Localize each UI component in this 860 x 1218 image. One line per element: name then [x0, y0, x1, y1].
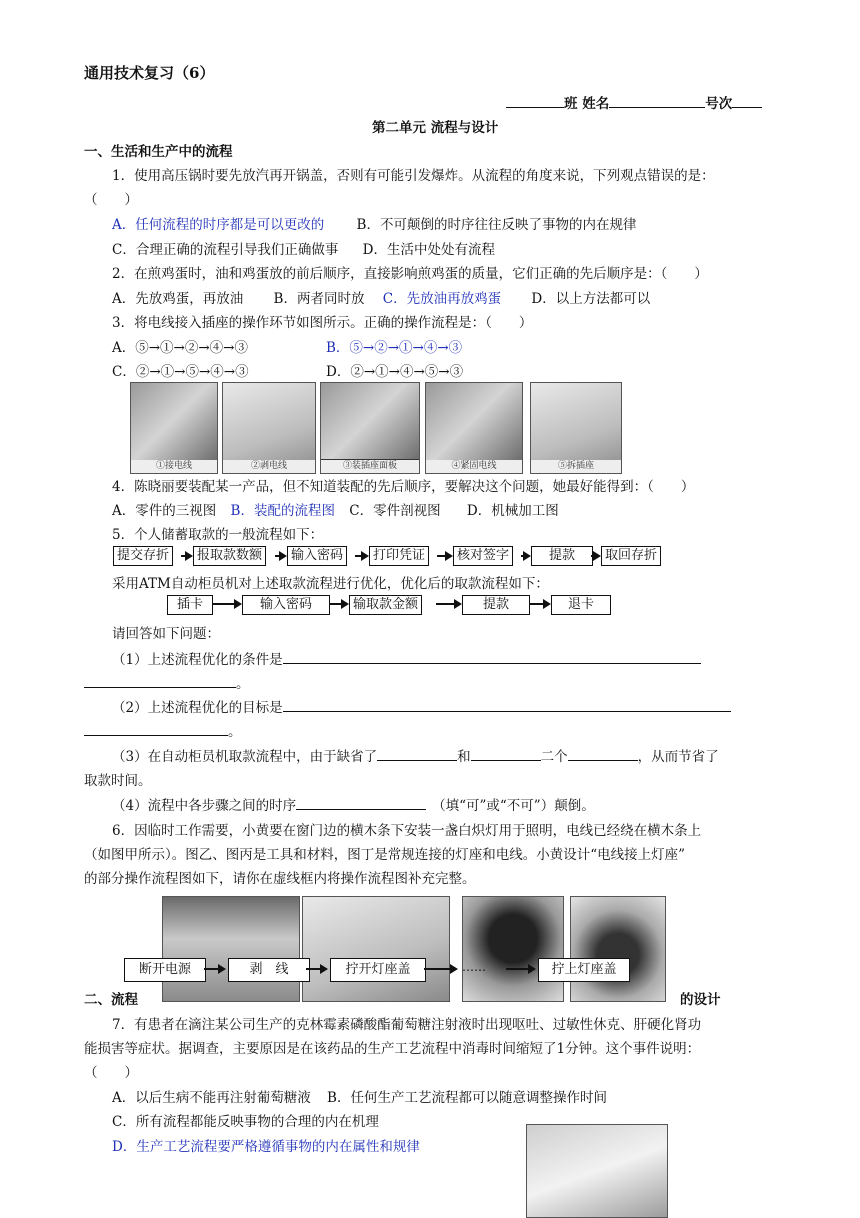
flow2-step: 输取款金额 — [349, 595, 422, 615]
photo-tools — [302, 896, 450, 1002]
class-blank[interactable] — [506, 107, 564, 108]
unit-title: 第二单元 流程与设计 — [372, 120, 499, 136]
q5-sub3-blank1[interactable] — [377, 760, 457, 761]
q5-sub3-d: ，从而节省了 — [637, 749, 719, 765]
photo-window-wood-bar — [162, 896, 300, 1002]
flow1-step: 核对签字 — [453, 546, 513, 566]
q5-sub3-e: 取款时间。 — [84, 773, 152, 789]
flow-arrow — [212, 603, 240, 605]
q6-line3: 的部分操作流程图如下，请你在虚线框内将操作流程图补充完整。 — [84, 871, 476, 887]
photo-caption: ④紧固电线 — [426, 460, 522, 473]
flow-arrow — [521, 555, 529, 557]
period: 。 — [236, 676, 250, 692]
q3-option-b: B．⑤→②→①→④→③ — [326, 340, 463, 356]
q5-sub3-blank3[interactable] — [568, 760, 638, 761]
q5-sub3-c: 二个 — [540, 749, 568, 765]
flow-arrow — [506, 968, 534, 970]
q5-sub3-blank2[interactable] — [471, 760, 541, 761]
photo-caption: ③装插座面板 — [321, 459, 419, 473]
q7-option-c: C．所有流程都能反映事物的合理的内在机理 — [112, 1114, 379, 1130]
q1-stem: 1．使用高压锅时要先放汽再开锅盖，否则有可能引发爆炸。从流程的角度来说，下列观点错误的是： — [112, 168, 715, 184]
q4-option-d: D．机械加工图 — [466, 503, 559, 519]
photo-tighten-wire — [425, 382, 523, 474]
q5-sub2-blank-cont[interactable] — [84, 735, 228, 736]
q1-option-b: B．不可颠倒的时序往往反映了事物的内在规律 — [356, 217, 637, 233]
flow-arrow — [355, 555, 367, 557]
number-blank[interactable] — [732, 107, 762, 108]
q3-stem: 3．将电线接入插座的操作环节如图所示。正确的操作流程是：（ ） — [112, 315, 533, 331]
q2-stem: 2．在煎鸡蛋时，油和鸡蛋放的前后顺序，直接影响煎鸡蛋的质量，它们正确的先后顺序是：（ ） — [112, 266, 708, 282]
q5-sub4-a: （4）流程中各步骤之间的时序 — [112, 798, 297, 814]
q4-option-b: B．装配的流程图 — [230, 503, 335, 519]
photo-lamp-holder — [462, 896, 564, 1002]
flow-arrow — [329, 603, 347, 605]
q1-option-d: D．生活中处处有流程 — [362, 242, 495, 258]
photo-caption: ⑤拆插座 — [531, 460, 621, 473]
flow2-step: 插卡 — [167, 595, 213, 615]
q6-line2: （如图甲所示）。图乙、图丙是工具和材料，图丁是常规连接的灯座和电线。小黄设计“电线接上灯座” — [84, 847, 686, 863]
flow3-step: 拧开灯座盖 — [330, 958, 426, 982]
q5-sub1-blank-cont[interactable] — [84, 687, 236, 688]
q7-answer-bracket: （ ） — [84, 1065, 138, 1081]
flow3-ellipsis: …… — [462, 960, 486, 974]
page-title: 通用技术复习（6） — [84, 64, 215, 82]
flow-arrow — [204, 968, 224, 970]
q4-option-a: A．零件的三视图 — [112, 503, 217, 519]
q7-option-d: D．生产工艺流程要严格遵循事物的内在属性和规律 — [112, 1139, 420, 1155]
flow3-step: 剥 线 — [228, 958, 310, 982]
q2-option-d: D．以上方法都可以 — [531, 291, 651, 307]
q5-sub2: （2）上述流程优化的目标是 — [112, 700, 283, 716]
q5-sub4-b: （填“可”或“不可”）颠倒。 — [432, 798, 595, 814]
q7-option-b: B．任何生产工艺流程都可以随意调整操作时间 — [327, 1090, 607, 1106]
q3-option-a: A．⑤→①→②→④→③ — [112, 340, 248, 356]
photo-connected-lamp — [570, 896, 666, 1002]
photo-strip-wire — [222, 382, 316, 474]
q1-option-c: C．合理正确的流程引导我们正确做事 — [112, 242, 339, 258]
photo-remove-socket — [530, 382, 622, 474]
q4-option-c: C．零件剖视图 — [349, 503, 441, 519]
flow-arrow — [437, 555, 451, 557]
flow-arrow — [591, 555, 599, 557]
name-blank[interactable] — [609, 107, 705, 108]
flow1-step: 打印凭证 — [369, 546, 429, 566]
flow-arrow — [529, 603, 549, 605]
q5-sub4-blank[interactable] — [296, 809, 426, 810]
q5-sub1-blank[interactable] — [283, 663, 701, 664]
photo-caption: ②剥电线 — [223, 460, 315, 473]
q7-option-a: A．以后生病不能再注射葡萄糖液 — [112, 1090, 311, 1106]
q2-option-c: C．先放油再放鸡蛋 — [382, 291, 502, 307]
student-info — [506, 92, 762, 112]
flow-arrow — [436, 603, 460, 605]
photo-plastic-trunking — [526, 1124, 668, 1218]
q7-line2: 能损害等症状。据调查，主要原因是在该药品的生产工艺流程中消毒时间缩短了1分钟。这个事件说明： — [84, 1041, 701, 1057]
flow-arrow — [424, 968, 456, 970]
q5-sub2-blank[interactable] — [283, 711, 731, 712]
section-heading-2-tail: 的设计 — [680, 992, 721, 1008]
photo-connect-wire — [130, 382, 218, 474]
q5-optimize-text: 采用ATM自动柜员机对上述取款流程进行优化，优化后的取款流程如下： — [112, 576, 549, 592]
flow-arrow — [306, 968, 326, 970]
flow2-step: 退卡 — [551, 595, 611, 615]
q5-sub3-a: （3）在自动柜员机取款流程中，由于缺省了 — [112, 749, 378, 765]
q5-sub1: （1）上述流程优化的条件是 — [112, 652, 283, 668]
flow3-step: 拧上灯座盖 — [538, 958, 630, 982]
q1-answer-bracket: （ ） — [84, 192, 138, 208]
flow1-step: 提款 — [531, 546, 593, 566]
q2-option-b: B．两者同时放 — [273, 291, 365, 307]
q5-prompt: 请回答如下问题： — [112, 626, 220, 642]
name-label: 姓名 — [582, 96, 610, 112]
q5-sub3-b: 和 — [457, 749, 471, 765]
flow1-step: 取回存折 — [601, 546, 661, 566]
flow1-step: 报取款数额 — [193, 546, 266, 566]
q1-option-a: A．任何流程的时序都是可以更改的 — [112, 217, 325, 233]
q2-option-a: A．先放鸡蛋，再放油 — [112, 291, 244, 307]
period: 。 — [228, 724, 242, 740]
class-label: 班 — [564, 96, 578, 112]
section-heading-1: 一、生活和生产中的流程 — [84, 144, 233, 160]
photo-install-panel — [320, 382, 420, 474]
q7-line1: 7．有患者在滴注某公司生产的克林霉素磷酸酯葡萄糖注射液时出现呕吐、过敏性休克、肝硬化肾功 — [112, 1017, 702, 1033]
section-heading-2: 二、流程 — [84, 992, 138, 1008]
flow1-step: 输入密码 — [287, 546, 347, 566]
q3-option-c: C．②→①→⑤→④→③ — [112, 364, 249, 380]
photo-caption: ①接电线 — [131, 460, 217, 473]
flow-arrow — [275, 555, 285, 557]
flow2-step: 输入密码 — [242, 595, 330, 615]
q4-stem: 4．陈晓丽要装配某一产品，但不知道装配的先后顺序，要解决这个问题，她最好能得到：（ ） — [112, 479, 695, 495]
flow3-step: 断开电源 — [124, 958, 206, 982]
flow2-step: 提款 — [462, 595, 530, 615]
q6-line1: 6．因临时工作需要，小黄要在窗门边的横木条下安装一盏白炽灯用于照明，电线已经绕在横木条上 — [112, 823, 702, 839]
flow1-step: 提交存折 — [113, 546, 173, 566]
q5-stem: 5．个人储蓄取款的一般流程如下： — [112, 527, 324, 543]
q3-option-d: D．②→①→④→⑤→③ — [326, 364, 464, 380]
number-label: 号次 — [705, 96, 733, 112]
flow-arrow — [181, 555, 191, 557]
